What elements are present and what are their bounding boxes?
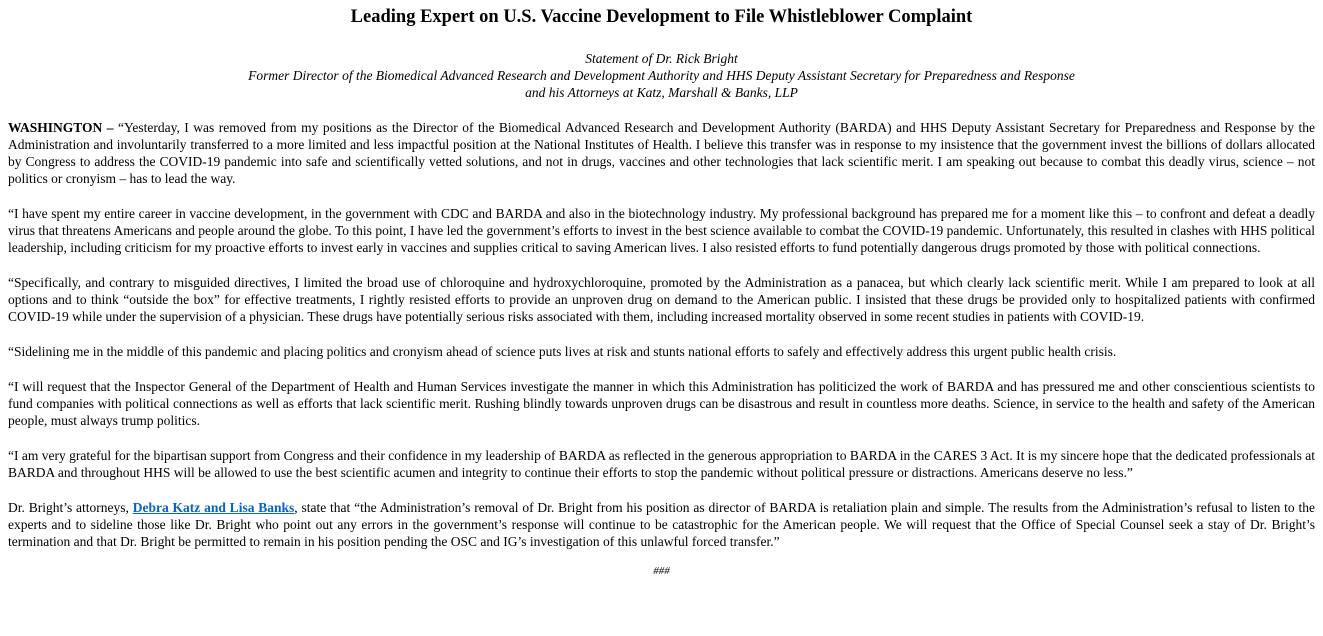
paragraph-attorneys bbox=[8, 499, 1315, 550]
end-mark: ### bbox=[653, 565, 670, 577]
dateline: WASHINGTON – bbox=[8, 120, 118, 135]
paragraph-4: “Sidelining me in the middle of this pandemic and placing politics and cronyism ahead of science puts lives at risk and stunts national efforts to safely and effectively address this urgent public health crisis. bbox=[8, 344, 1117, 359]
statement-line-role: Former Director of the Biomedical Advanced Research and Development Authority and HHS Deputy Assistant Secretary for Preparedness and Response bbox=[248, 68, 1075, 83]
statement-block bbox=[8, 50, 1315, 101]
paragraph-2: “I have spent my entire career in vaccine development, in the government with CDC and BARDA and also in the biotechnology industry. My professional background has prepared me for a moment like this – to confront and defeat a deadly virus that threatens Americans and people around the globe. To this point, I have led the government’s efforts to invest in the best science available to combat the COVID-19 pandemic. Unfortunately, this resulted in clashes with HHS political leadership, including criticism for my proactive efforts to invest early in vaccines and supplies critical to saving American lives. I also resisted efforts to fund potentially dangerous drugs promoted by those with political connections. bbox=[8, 206, 1315, 255]
paragraph-3: “Specifically, and contrary to misguided directives, I limited the broad use of chloroquine and hydroxychloroquine, promoted by the Administration as a panacea, but which clearly lack scientific merit. While I am prepared to look at all options and to think “outside the box” for effective treatments, I rightly resisted efforts to provide an unproven drug on demand to the American public. I insisted that these drugs be provided only to hospitalized patients with confirmed COVID-19 while under the supervision of a physician. These drugs have potentially serious risks associated with them, including increased mortality observed in some recent studies in patients with COVID-19. bbox=[8, 275, 1315, 324]
document-title: Leading Expert on U.S. Vaccine Development to File Whistleblower Complaint bbox=[350, 7, 973, 27]
statement-line-attorneys: and his Attorneys at Katz, Marshall & Banks, LLP bbox=[525, 85, 798, 100]
paragraph-1-text: “Yesterday, I was removed from my positions as the Director of the Biomedical Advanced Research and Development Authority (BARDA) and HHS Deputy Assistant Secretary for Preparedness and Response by the Administration and involuntarily transferred to a more limited and less impactful position at the National Institutes of Health. I believe this transfer was in response to my insistence that the government invest the billions of dollars allocated by Congress to address the COVID-19 pandemic into safe and scientifically vetted solutions, and not in drugs, vaccines and other technologies that lack scientific merit. I am speaking out because to combat this deadly virus, science – not politics or cronyism – has to lead the way. bbox=[8, 120, 1315, 186]
attorneys-text-after: , state that “the Administration’s removal of Dr. Bright from his position as director of BARDA is retaliation plain and simple. The results from the Administration’s refusal to listen to the experts and to sideline those like Dr. Bright who point out any errors in the government’s response will continue to be catastrophic for the American people. We will request that the Office of Special Counsel seek a stay of Dr. Bright’s termination and that Dr. Bright be permitted to remain in his position pending the OSC and IG’s investigation of this unlawful forced transfer.” bbox=[8, 500, 1315, 549]
paragraph-6: “I am very grateful for the bipartisan support from Congress and their confidence in my leadership of BARDA as reflected in the generous appropriation to BARDA in the CARES 3 Act. It is my sincere hope that the dedicated professionals at BARDA and throughout HHS will be allowed to use the best scientific acumen and integrity to continue their efforts to stop the pandemic without political pressure or distractions. Americans deserve no less.” bbox=[8, 448, 1315, 480]
attorneys-text-before: Dr. Bright’s attorneys, bbox=[8, 500, 133, 515]
paragraph-1 bbox=[8, 119, 1315, 187]
attorneys-link[interactable]: Debra Katz and Lisa Banks bbox=[132, 500, 295, 515]
statement-line-author: Statement of Dr. Rick Bright bbox=[585, 51, 738, 66]
paragraph-5: “I will request that the Inspector General of the Department of Health and Human Services investigate the manner in which this Administration has politicized the work of BARDA and has pressured me and other conscientious scientists to fund companies with political connections as well as efforts that lack scientific merit. Rushing blindly towards unproven drugs can be disastrous and result in countless more deaths. Science, in service to the health and safety of the American people, must always trump politics. bbox=[8, 379, 1315, 428]
